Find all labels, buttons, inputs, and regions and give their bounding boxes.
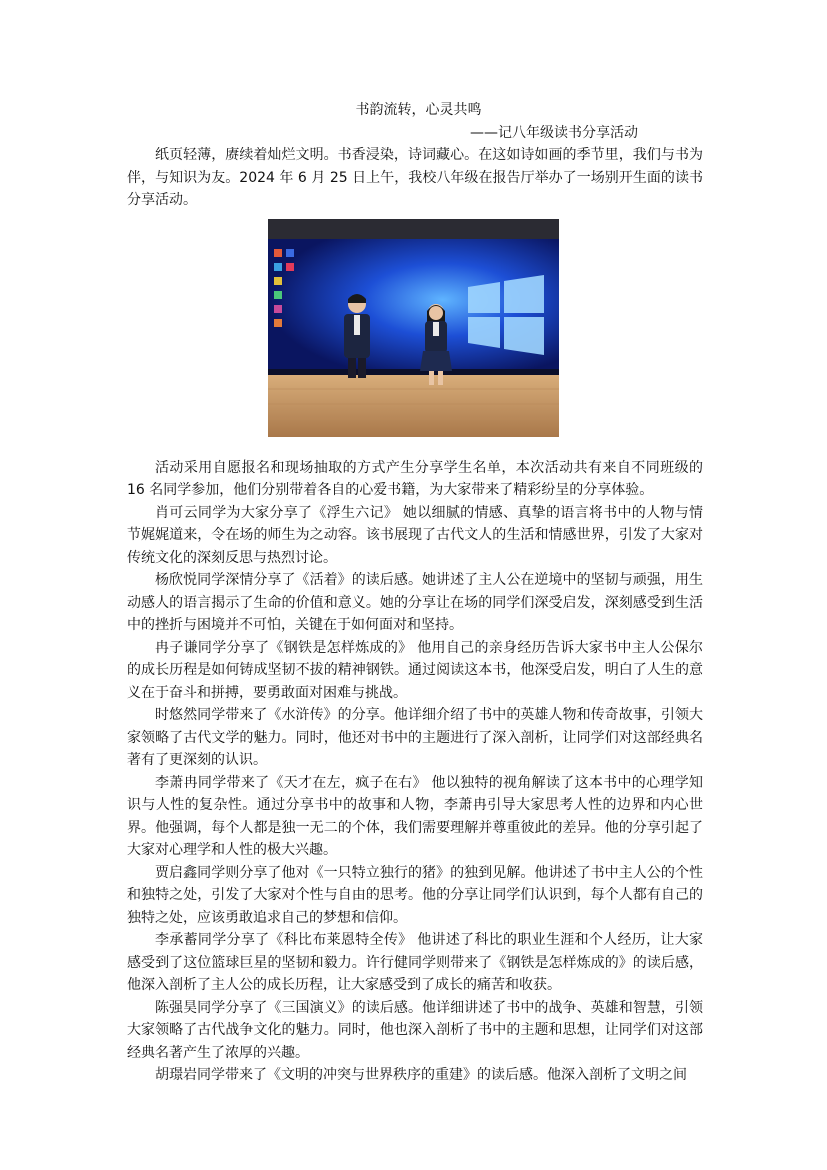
paragraph: 李萧冉同学带来了《天才在左，疯子在右》 他以独特的视角解读了这本书中的心理学知识与人性的复杂性。通过分享书中的故事和人物，李萧冉引导大家思考人性的边界和内心世界。他强调，每个人都是独一无二的个体，我们需要理解并尊重彼此的差异。他的分享引起了大家对心理学和人性的极大兴趣。 [127,774,703,858]
document-title: 书韵流转，心灵共鸣 [355,102,482,118]
paragraph: 肖可云同学为大家分享了《浮生六记》 她以细腻的情感、真挚的语言将书中的人物与情节娓娓道来，令在场的师生为之动容。该书展现了古代文人的生活和情感世界，引发了大家对传统文化的深刻反思与热烈讨论。 [127,504,703,566]
intro-paragraph: 纸页轻薄，赓续着灿烂文明。书香浸染，诗词藏心。在这如诗如画的季节里，我们与书为伴，与知识为友。2024 年 6 月 25 日上午，我校八年级在报告厅举办了一场别开生面的读书分享活动。 [127,147,703,208]
paragraph: 杨欣悦同学深情分享了《活着》的读后感。她讲述了主人公在逆境中的坚韧与顽强，用生动感人的语言揭示了生命的价值和意义。她的分享让在场的同学们深受启发，深刻感受到生活中的挫折与困境并不可怕，关键在于如何面对和坚持。 [127,572,703,633]
paragraph: 贾启鑫同学则分享了他对《一只特立独行的猪》的独到见解。他讲述了书中主人公的个性和独特之处，引发了大家对个性与自由的思考。他的分享让同学们认识到，每个人都有自己的独特之处，应该勇敢追求自己的梦想和信仰。 [127,864,703,926]
paragraph: 活动采用自愿报名和现场抽取的方式产生分享学生名单，本次活动共有来自不同班级的 16 名同学参加，他们分别带着各自的心爱书籍，为大家带来了精彩纷呈的分享体验。 [127,459,703,498]
paragraph: 胡璟岩同学带来了《文明的冲突与世界秩序的重建》的读后感。他深入剖析了文明之间 [155,1067,687,1083]
paragraph: 时悠然同学带来了《水浒传》的分享。他详细介绍了书中的英雄人物和传奇故事，引领大家领略了古代文学的魅力。同时，他还对书中的主题进行了深入剖析，让同学们对这部经典名著有了更深刻的认识。 [127,707,703,768]
paragraph: 冉子谦同学分享了《钢铁是怎样炼成的》 他用自己的亲身经历告诉大家书中主人公保尔的成长历程是如何铸成坚韧不拔的精神钢铁。通过阅读这本书，他深受启发，明白了人生的意义在于奋斗和拼搏，要勇敢面对困难与挑战。 [127,639,703,701]
paragraph: 李承蓄同学分享了《科比布莱恩特全传》 他讲述了科比的职业生涯和个人经历，让大家感受到了这位篮球巨星的坚韧和毅力。许行健同学则带来了《钢铁是怎样炼成的》的读后感，他深入剖析了主人公的成长历程，让大家感受到了成长的痛苦和收获。 [127,932,703,993]
document-subtitle: ——记八年级读书分享活动 [470,125,638,141]
paragraph: 陈强昊同学分享了《三国演义》的读后感。他详细讲述了书中的战争、英雄和智慧，引领大家领略了古代战争文化的魅力。同时，他也深入剖析了书中的主题和思想，让同学们对这部经典名著产生了浓厚的兴趣。 [127,999,703,1061]
article-body [127,144,703,1087]
